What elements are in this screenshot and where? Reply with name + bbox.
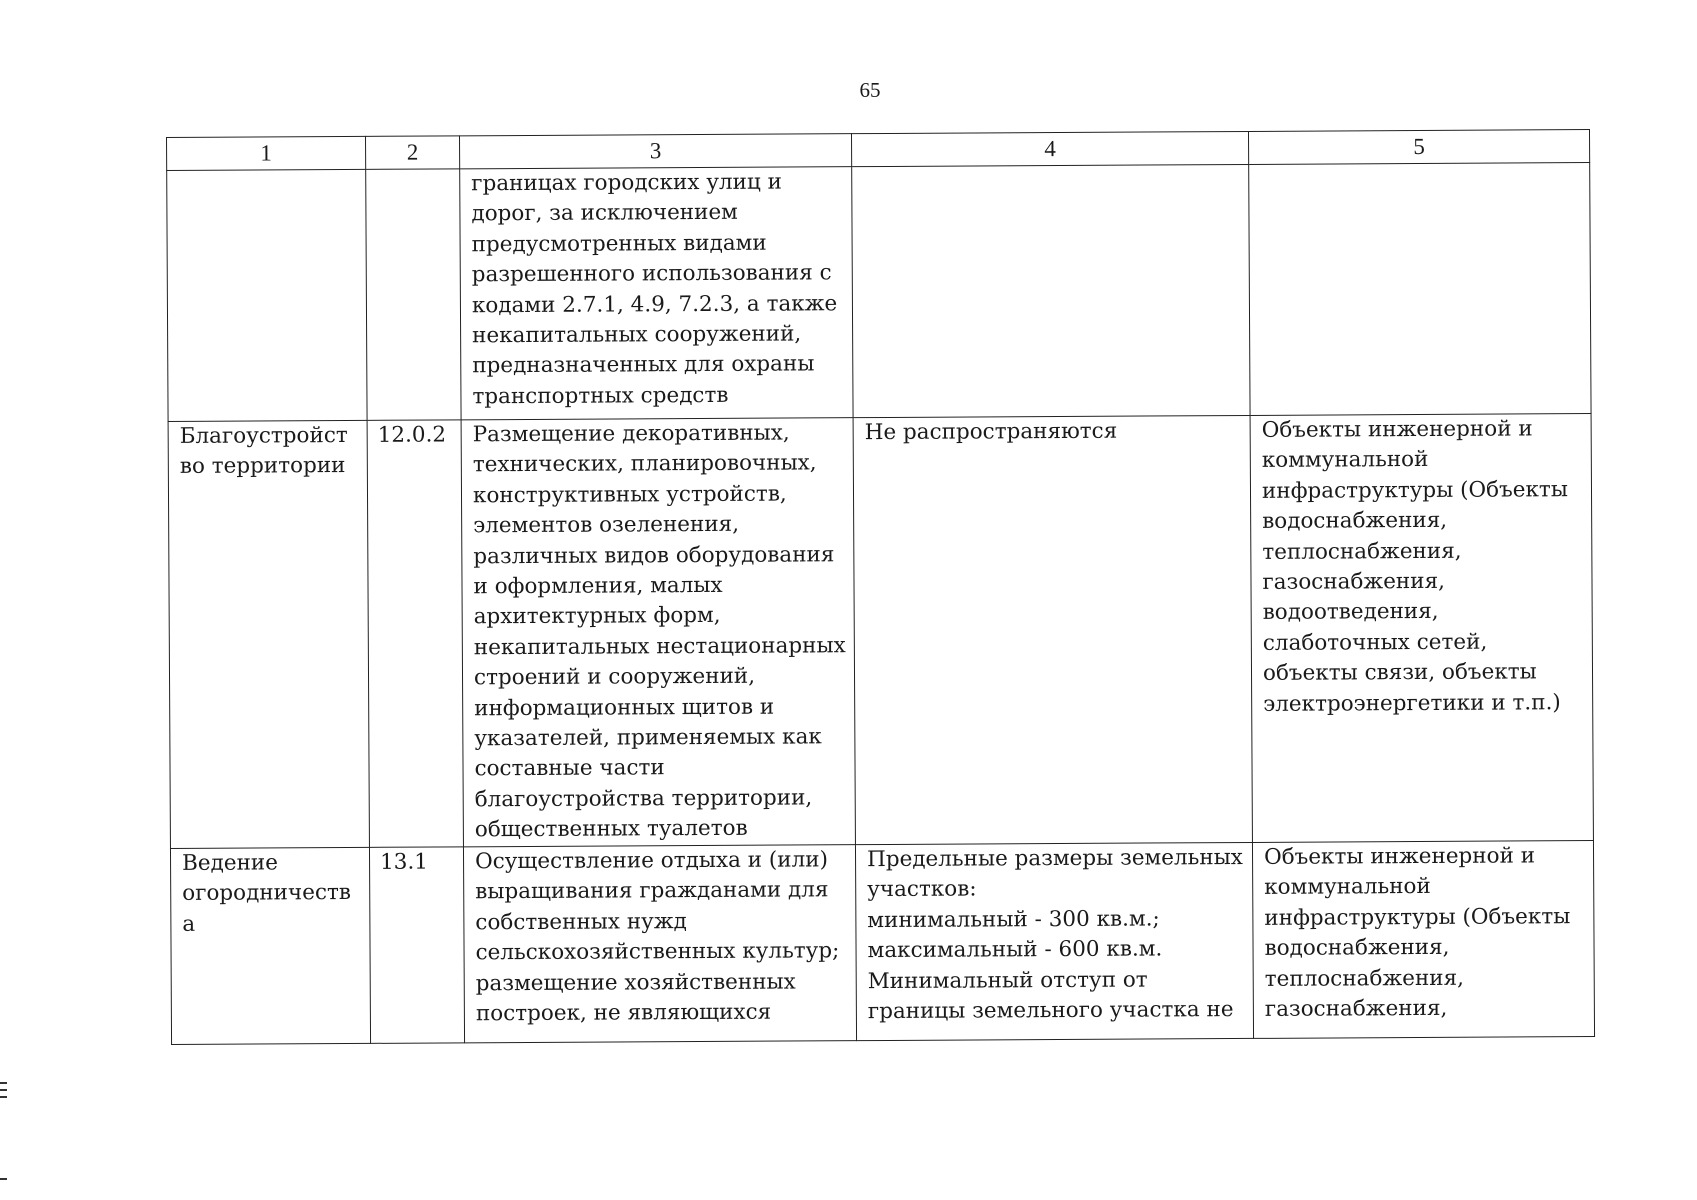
description-line: элементов озеленения,: [473, 512, 740, 539]
use-name-line: во территории: [179, 453, 346, 480]
description-line: построек, не являющихся: [475, 999, 772, 1027]
description-line: некапитальных нестационарных: [473, 633, 846, 661]
description-line: общественных туалетов: [474, 816, 748, 843]
parameters-cell: [855, 842, 1253, 1040]
description-line: благоустройства территории,: [474, 785, 813, 813]
description-line: дорог, за исключением: [471, 200, 738, 227]
auxiliary-line: водоснабжения,: [1264, 935, 1450, 962]
description-line: и оформления, малых: [473, 572, 723, 600]
use-name-cell: [168, 420, 369, 848]
scan-edge-mark: [0, 1178, 7, 1180]
zoning-table: [166, 129, 1595, 1045]
use-name-line: огородничеств: [182, 880, 352, 907]
use-code-cell: [366, 169, 461, 421]
description-line: Осуществление отдыха и (или): [474, 847, 829, 875]
use-code: 13.1: [379, 849, 428, 875]
description-line: транспортных средств: [472, 382, 729, 410]
description-line: границах городских улиц и: [471, 169, 783, 197]
parameters-line: Предельные размеры земельных: [866, 844, 1243, 873]
description-line: технических, планировочных,: [472, 450, 817, 478]
column-header-3: 3: [459, 134, 851, 169]
auxiliary-line: водоснабжения,: [1262, 508, 1448, 535]
use-name-line: Благоустройст: [179, 422, 348, 449]
scan-edge-mark: [0, 1082, 7, 1084]
use-name-cell: [167, 169, 367, 421]
description-line: Размещение декоративных,: [472, 420, 790, 448]
scan-edge-mark: [0, 1096, 7, 1098]
parameters-cell: [853, 415, 1252, 844]
auxiliary-line: газоснабжения,: [1262, 568, 1446, 595]
auxiliary-line: Объекты инженерной и: [1261, 416, 1533, 443]
description-line: сельскохозяйственных культур;: [475, 938, 840, 966]
parameters-line: Минимальный отступ от: [867, 967, 1148, 994]
column-header-2: 2: [365, 136, 459, 170]
parameters-line: границы земельного участка не: [867, 997, 1234, 1025]
description-line: некапитальных сооружений,: [472, 321, 802, 349]
use-description-cell: [460, 167, 853, 420]
use-code-cell: [369, 847, 464, 1044]
description-line: разрешенного использования с: [471, 260, 832, 288]
description-line: предназначенных для охраны: [472, 351, 815, 379]
auxiliary-line: инфраструктуры (Объекты: [1261, 476, 1568, 504]
description-line: конструктивных устройств,: [472, 481, 787, 509]
description-line: составные части: [474, 755, 665, 782]
column-header-5: 5: [1248, 130, 1589, 165]
use-name-line: а: [182, 911, 196, 937]
description-line: предусмотренных видами: [471, 230, 767, 258]
auxiliary-line: слаботочных сетей,: [1262, 629, 1488, 656]
auxiliary-uses-cell: [1252, 841, 1594, 1039]
auxiliary-line: коммунальной: [1264, 874, 1431, 901]
description-line: кодами 2.7.1, 4.9, 7.2.3, а также: [471, 290, 838, 318]
description-line: собственных нужд: [475, 908, 687, 936]
auxiliary-line: теплоснабжения,: [1264, 965, 1465, 992]
auxiliary-uses-cell: [1249, 163, 1591, 416]
auxiliary-line: электроэнергетики и т.п.): [1263, 689, 1561, 717]
description-line: различных видов оборудования: [473, 541, 835, 569]
parameters-line: максимальный - 600 кв.м.: [867, 936, 1163, 964]
parameters-cell: [852, 164, 1250, 417]
auxiliary-line: газоснабжения,: [1264, 995, 1448, 1022]
table-row: [168, 414, 1593, 849]
use-name-line: Ведение: [181, 850, 279, 876]
auxiliary-line: коммунальной: [1261, 447, 1429, 474]
description-line: архитектурных форм,: [473, 603, 721, 630]
description-line: размещение хозяйственных: [475, 969, 796, 996]
column-header-1: 1: [167, 136, 366, 170]
description-line: строений и сооружений,: [473, 663, 756, 691]
parameters-line: минимальный - 300 кв.м.;: [867, 906, 1160, 933]
page-number: 65: [859, 78, 881, 102]
use-code: 12.0.2: [377, 422, 447, 448]
description-line: информационных щитов и: [474, 694, 775, 721]
use-code-cell: [367, 420, 463, 848]
table-row: [170, 841, 1594, 1045]
parameters-line: Не распространяются: [864, 418, 1118, 446]
description-line: указателей, применяемых как: [474, 724, 822, 752]
use-description-cell: [463, 845, 856, 1043]
auxiliary-line: Объекты инженерной и: [1263, 843, 1536, 870]
use-description-cell: [461, 418, 855, 847]
auxiliary-line: водоотведения,: [1262, 599, 1439, 626]
auxiliary-line: инфраструктуры (Объекты: [1264, 903, 1571, 931]
parameters-line: участков:: [867, 876, 977, 903]
column-header-4: 4: [851, 131, 1248, 166]
auxiliary-line: объекты связи, объекты: [1262, 659, 1537, 687]
auxiliary-uses-cell: [1250, 414, 1593, 843]
scan-edge-mark: [0, 1089, 7, 1091]
description-line: выращивания гражданами для: [475, 877, 829, 905]
auxiliary-line: теплоснабжения,: [1262, 538, 1462, 565]
use-name-cell: [170, 847, 370, 1044]
table-row: [167, 163, 1591, 422]
